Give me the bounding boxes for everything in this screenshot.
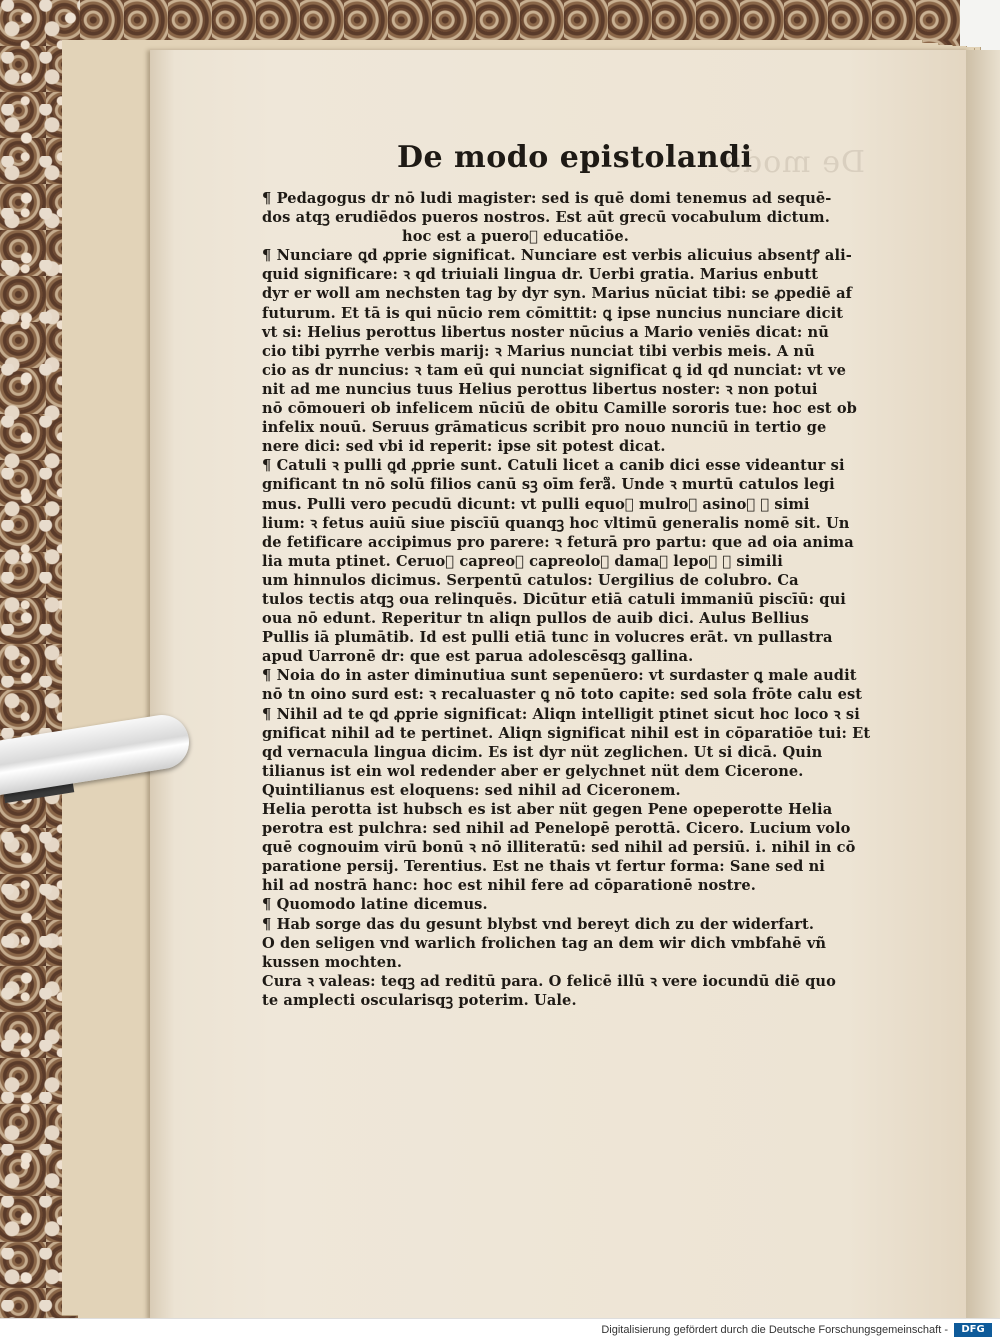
text-line: nere dici: sed vbi id reperit: ipse sit potest dicat. xyxy=(262,438,666,456)
text-line: Pullis iā plumātib. Id est pulli etiā tunc in volucres erāt. vn pullastra xyxy=(262,629,833,647)
text-line: lia muta ptinet. Ceruo᷑ capreo᷑ capreolo᷑ dama᷑ lepo᷑ ꝛ simili xyxy=(262,552,783,570)
text-line: gnificat nihil ad te pertinet. Aliqn significat nihil est in cōparatiōe tui: Et xyxy=(262,724,871,742)
footer-bar xyxy=(0,1318,1000,1342)
running-head: De modo epistolandi xyxy=(397,140,753,175)
text-line: ¶ Noia do in aster diminutiua sunt sepenūero: vt surdaster ꝗ male audit xyxy=(262,667,857,685)
text-line: cio as dr nuncius: ꝛ tam eū qui nunciat significat ꝗ id qd nunciat: vt ve xyxy=(262,361,846,379)
text-line: quid significare: ꝛ qd triuiali lingua dr. Uerbi gratia. Marius enbutt xyxy=(262,266,819,284)
text-line: ¶ Catuli ꝛ pulli ꝗd ꝓprie sunt. Catuli licet a canib dici esse videantur si xyxy=(262,457,845,475)
text-line: Quintilianus est eloquens: sed nihil ad Ciceronem. xyxy=(262,781,681,799)
text-line: nō cōmoueri ob infelicem nūciū de obitu Camille sororis tue: hoc est ob xyxy=(262,400,857,418)
text-line: cio tibi pyrrhe verbis marij: ꝛ Marius nunciat tibi verbis meis. A nū xyxy=(262,342,815,360)
text-line: oua nō edunt. Reperitur tn aliqn pullos de auib dici. Aulus Bellius xyxy=(262,610,809,628)
text-line: infelix nouū. Seruus grāmaticus scribit pro nouo nunciū in tertio ge xyxy=(262,419,827,437)
text-line: perotra est pulchra: sed nihil ad Penelopē perottā. Cicero. Lucium volo xyxy=(262,820,851,838)
text-line: Cura ꝛ valeas: teqꝫ ad reditū para. O felicē illū ꝛ vere iocundū diē quo xyxy=(262,972,836,990)
text-line: ¶ Nunciare ꝗd ꝓprie significat. Nunciare est verbis alicuius absentꝭ ali- xyxy=(262,247,852,265)
text-line: dyr er woll am nechsten tag by dyr syn. Marius nūciat tibi: se ꝓpediē af xyxy=(262,285,853,303)
text-line: nō tn oino surd est: ꝛ recaluaster ꝗ nō toto capite: sed sola frōte calu est xyxy=(262,686,863,704)
text-line: paratione persij. Terentius. Est ne thais vt fertur forma: Sane sed ni xyxy=(262,858,825,876)
text-line: gnificant tn nō solū filios canū sꝫ oīm fera᷑. Unde ꝛ murtū catulos legi xyxy=(262,476,835,494)
text-line: kussen mochten. xyxy=(262,953,403,971)
text-line: vt si: Helius perottus libertus noster nūcius a Mario veniēs dicat: nū xyxy=(262,323,829,341)
text-line: tilianus ist ein wol redender aber er gelychnet nüt dem Cicerone. xyxy=(262,762,804,780)
text-line: qd vernacula lingua dicim. Es ist dyr nüt zeglichen. Ut si dicā. Quin xyxy=(262,743,823,761)
text-line: nit ad me nuncius tuus Helius perottus libertus noster: ꝛ non potui xyxy=(262,380,818,398)
text-line: ¶ Nihil ad te ꝗd ꝓprie significat: Aliqn intelligit ptinet sicut hoc loco ꝛ si xyxy=(262,705,860,723)
text-line: te amplecti oscularisqꝫ poterim. Uale. xyxy=(262,991,577,1009)
footer-credit: Digitalisierung gefördert durch die Deutsche Forschungsgemeinschaft - xyxy=(601,1324,948,1336)
text-line: dos atqꝫ erudiēdos pueros nostros. Est aūt grecū vocabulum dictum. xyxy=(262,209,830,227)
text-line: hoc est a puero᷑ educatiōe. xyxy=(402,228,629,246)
facing-page-edge xyxy=(966,50,1000,1318)
text-line: lium: ꝛ fetus auiū siue piscīū quanqꝫ hoc vltimū generalis nomē sit. Un xyxy=(262,514,850,532)
dfg-logo: DFG xyxy=(954,1323,992,1337)
text-line: apud Uarronē dr: que est parua adolescēsqꝫ gallina. xyxy=(262,648,694,666)
printed-text-block xyxy=(262,140,882,1010)
text-line: quē cognouim virū bonū ꝛ nō illiteratū: sed nihil ad persiū. i. nihil in cō xyxy=(262,839,856,857)
text-line: ¶ Pedagogus dr nō ludi magister: sed is quē domi tenemus ad sequē- xyxy=(262,190,832,207)
text-line: ¶ Hab sorge das du gesunt blybst vnd bereyt dich zu der widerfart. xyxy=(262,915,815,933)
text-line: de fetificare accipimus pro parere: ꝛ feturā pro partu: que ad oia anima xyxy=(262,533,854,551)
text-line: um hinnulos dicimus. Serpentū catulos: Uergilius de colubro. Ca xyxy=(262,571,799,589)
text-line: O den seligen vnd warlich frolichen tag an dem wir dich vmbfahē vñ xyxy=(262,934,827,952)
text-line: mus. Pulli vero pecudū dicunt: vt pulli equo᷑ mulro᷑ asino᷑ ꝛ simi xyxy=(262,495,810,513)
text-line: Helia perotta ist hubsch es ist aber nüt gegen Pene opeperotte Helia xyxy=(262,801,833,818)
text-lines xyxy=(262,189,882,1010)
text-line: tulos tectis atqꝫ oua relinquēs. Dicūtur etiā catuli immaniū piscīū: qui xyxy=(262,590,846,608)
show-through-text: De modo xyxy=(722,145,865,180)
text-line: hil ad nostrā hanc: hoc est nihil fere ad cōparationē nostre. xyxy=(262,877,756,895)
text-line: futurum. Et tā is qui nūcio rem cōmittit: ꝗ ipse nuncius nunciare dicit xyxy=(262,304,844,322)
text-line: ¶ Quomodo latine dicemus. xyxy=(262,896,488,914)
